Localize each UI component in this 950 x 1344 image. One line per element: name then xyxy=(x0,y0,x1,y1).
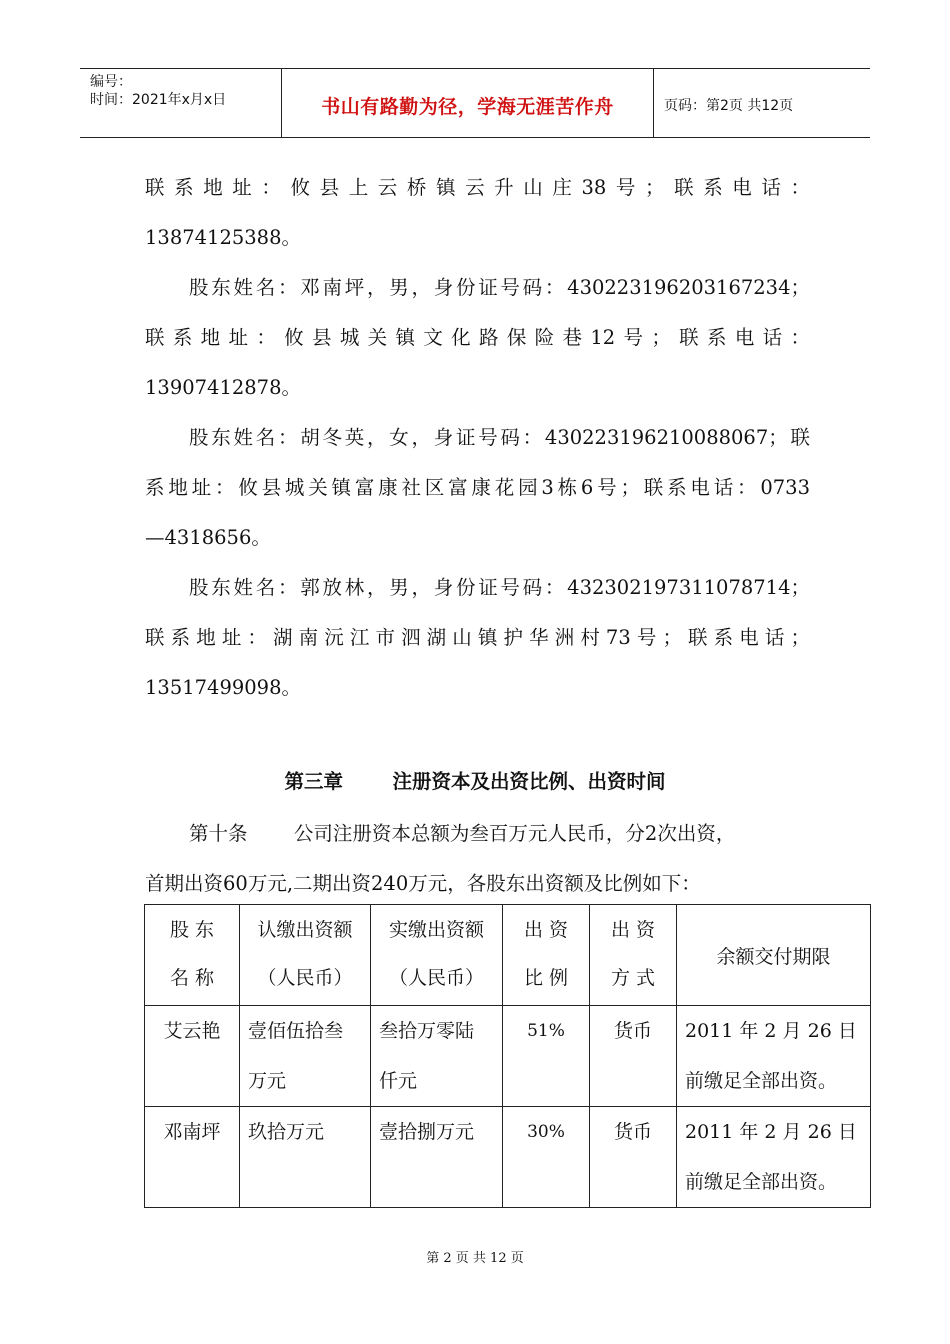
deadline-text: 前缴足全部出资。 xyxy=(685,1070,838,1092)
header-motto: 书山有路勤为径，学海无涯苦作舟 xyxy=(282,69,654,137)
header-text: 认缴出资额 xyxy=(257,919,353,941)
deadline-text: 2011 年 2 月 26 日 xyxy=(685,1121,857,1143)
table-header-cell xyxy=(145,905,240,1006)
article-label: 第十条 xyxy=(189,822,248,845)
chapter-heading xyxy=(0,766,950,794)
contribution-ratio: 51% xyxy=(527,1021,565,1041)
body-line: 13907412878。 xyxy=(145,376,301,399)
body-line: 联系地址：湖南沅江市泗湖山镇护华洲村73号；联系电话； xyxy=(145,626,810,649)
header-page-info: 页码：第2页 共12页 xyxy=(664,98,794,114)
contribution-ratio: 30% xyxy=(527,1122,565,1142)
capital-table xyxy=(144,904,871,1208)
table-cell xyxy=(590,1006,677,1107)
paid-amount: 仟元 xyxy=(379,1070,418,1092)
article-line xyxy=(189,818,810,846)
subscribed-amount: 万元 xyxy=(248,1070,287,1092)
table-cell xyxy=(503,1006,590,1107)
table-cell xyxy=(145,1107,240,1208)
shareholder-name: 艾云艳 xyxy=(163,1020,221,1042)
paid-amount: 叁拾万零陆 xyxy=(379,1020,475,1042)
header-text: 实缴出资额 xyxy=(388,919,484,941)
header-text: 余额交付期限 xyxy=(716,945,831,968)
body-line: 13517499098。 xyxy=(145,676,301,699)
body-line: —4318656。 xyxy=(145,526,271,549)
header-number-label: 编号： xyxy=(90,74,132,90)
paid-amount: 壹拾捌万元 xyxy=(379,1121,475,1143)
table-cell xyxy=(145,1006,240,1107)
subscribed-amount: 玖拾万元 xyxy=(248,1121,325,1143)
table-header-cell xyxy=(590,905,677,1006)
header-text: （人民币） xyxy=(388,967,484,989)
header-text: 方 式 xyxy=(610,967,656,989)
table-cell xyxy=(677,1006,871,1107)
header-text: 比 例 xyxy=(523,967,569,989)
body-line: 股东姓名：胡冬英，女，身证号码：430223196210088067；联 xyxy=(189,426,810,449)
deadline-text: 前缴足全部出资。 xyxy=(685,1171,838,1193)
table-header-cell xyxy=(371,905,503,1006)
table-cell xyxy=(590,1107,677,1208)
header-text: 名 称 xyxy=(169,967,215,989)
table-header-cell xyxy=(240,905,371,1006)
table-header-cell xyxy=(677,905,871,1006)
article-line: 首期出资60万元,二期出资240万元，各股东出资额及比例如下： xyxy=(145,872,701,895)
body-line: 股东姓名：郭放林，男，身份证号码：432302197311078714； xyxy=(189,576,810,599)
shareholder-name: 邓南坪 xyxy=(163,1121,221,1143)
chapter-title: 注册资本及出资比例、出资时间 xyxy=(392,770,666,793)
table-cell xyxy=(240,1006,371,1107)
contribution-method: 货币 xyxy=(613,1020,652,1042)
table-cell xyxy=(503,1107,590,1208)
table-row xyxy=(145,1107,871,1208)
table-cell xyxy=(677,1107,871,1208)
chapter-number: 第三章 xyxy=(284,770,343,793)
page-footer: 第 2 页 共 12 页 xyxy=(426,1251,524,1266)
header-time-label: 时间：2021年x月x日 xyxy=(90,92,227,108)
document-header xyxy=(80,68,870,138)
table-header-row xyxy=(145,905,871,1006)
contribution-method: 货币 xyxy=(613,1121,652,1143)
body-line: 联系地址：攸县上云桥镇云升山庄38号；联系电话： xyxy=(145,176,810,199)
header-text: 股 东 xyxy=(169,919,215,941)
table-cell xyxy=(371,1107,503,1208)
table-cell xyxy=(240,1107,371,1208)
header-text: 出 资 xyxy=(523,919,569,941)
body-line: 13874125388。 xyxy=(145,226,301,249)
subscribed-amount: 壹佰伍拾叁 xyxy=(248,1020,344,1042)
table-row xyxy=(145,1006,871,1107)
article-text: 公司注册资本总额为叁百万元人民币，分2次出资， xyxy=(293,822,736,845)
deadline-text: 2011 年 2 月 26 日 xyxy=(685,1020,857,1042)
body-line: 系地址：攸县城关镇富康社区富康花园3栋6号；联系电话：0733 xyxy=(145,476,810,499)
header-text: 出 资 xyxy=(610,919,656,941)
body-line: 联系地址：攸县城关镇文化路保险巷12号；联系电话： xyxy=(145,326,810,349)
body-line: 股东姓名：邓南坪，男，身份证号码：430223196203167234； xyxy=(189,276,810,299)
header-meta xyxy=(80,69,282,137)
table-header-cell xyxy=(503,905,590,1006)
table-cell xyxy=(371,1006,503,1107)
header-text: （人民币） xyxy=(257,967,353,989)
